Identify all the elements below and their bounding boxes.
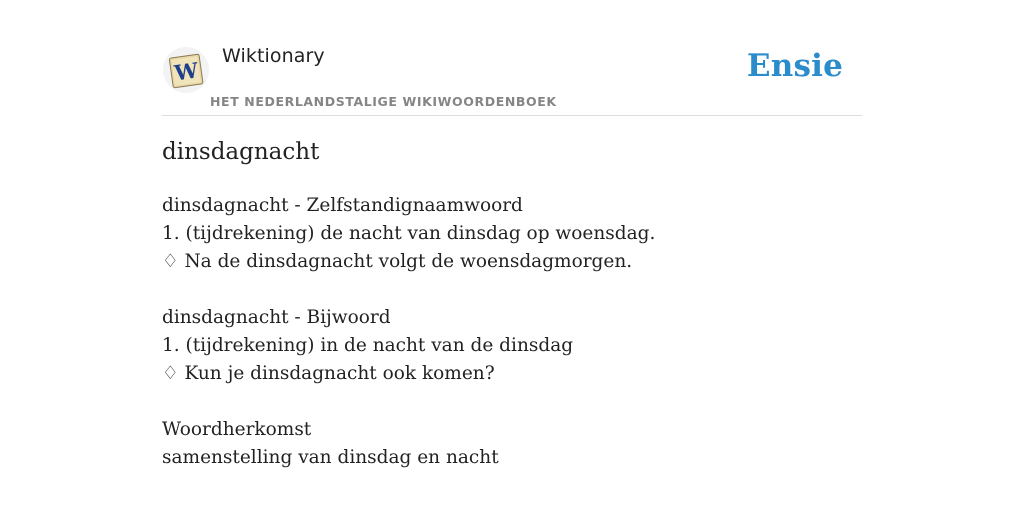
- page-header: [162, 0, 862, 116]
- site-logo[interactable]: [163, 47, 209, 93]
- section-etymology: [162, 416, 862, 472]
- section-noun: [162, 192, 862, 276]
- definition: 1. (tijdrekening) de nacht van dinsdag op woensdag.: [162, 223, 656, 244]
- site-tagline: HET NEDERLANDSTALIGE WIKIWOORDENBOEK: [210, 94, 557, 109]
- spacer: [162, 276, 862, 304]
- example-sentence: ♢ Na de dinsdagnacht volgt de woensdagmorgen.: [162, 251, 633, 272]
- spacer: [162, 388, 862, 416]
- ensie-brand-link[interactable]: Ensie: [746, 48, 843, 84]
- section-heading: dinsdagnacht - Zelfstandignaamwoord: [162, 195, 523, 216]
- entry-content: [162, 192, 862, 472]
- section-heading: Woordherkomst: [162, 419, 312, 440]
- example-sentence: ♢ Kun je dinsdagnacht ook komen?: [162, 363, 495, 384]
- etymology-text: samenstelling van dinsdag en nacht: [162, 447, 499, 468]
- section-heading: dinsdagnacht - Bijwoord: [162, 307, 391, 328]
- section-adverb: [162, 304, 862, 388]
- wiktionary-w-tile-icon: [163, 47, 209, 93]
- page-title: dinsdagnacht: [162, 139, 320, 165]
- definition: 1. (tijdrekening) in de nacht van de dinsdag: [162, 335, 574, 356]
- logo-letter: W: [172, 57, 200, 86]
- site-name[interactable]: Wiktionary: [222, 45, 325, 67]
- entry-card: [162, 0, 862, 512]
